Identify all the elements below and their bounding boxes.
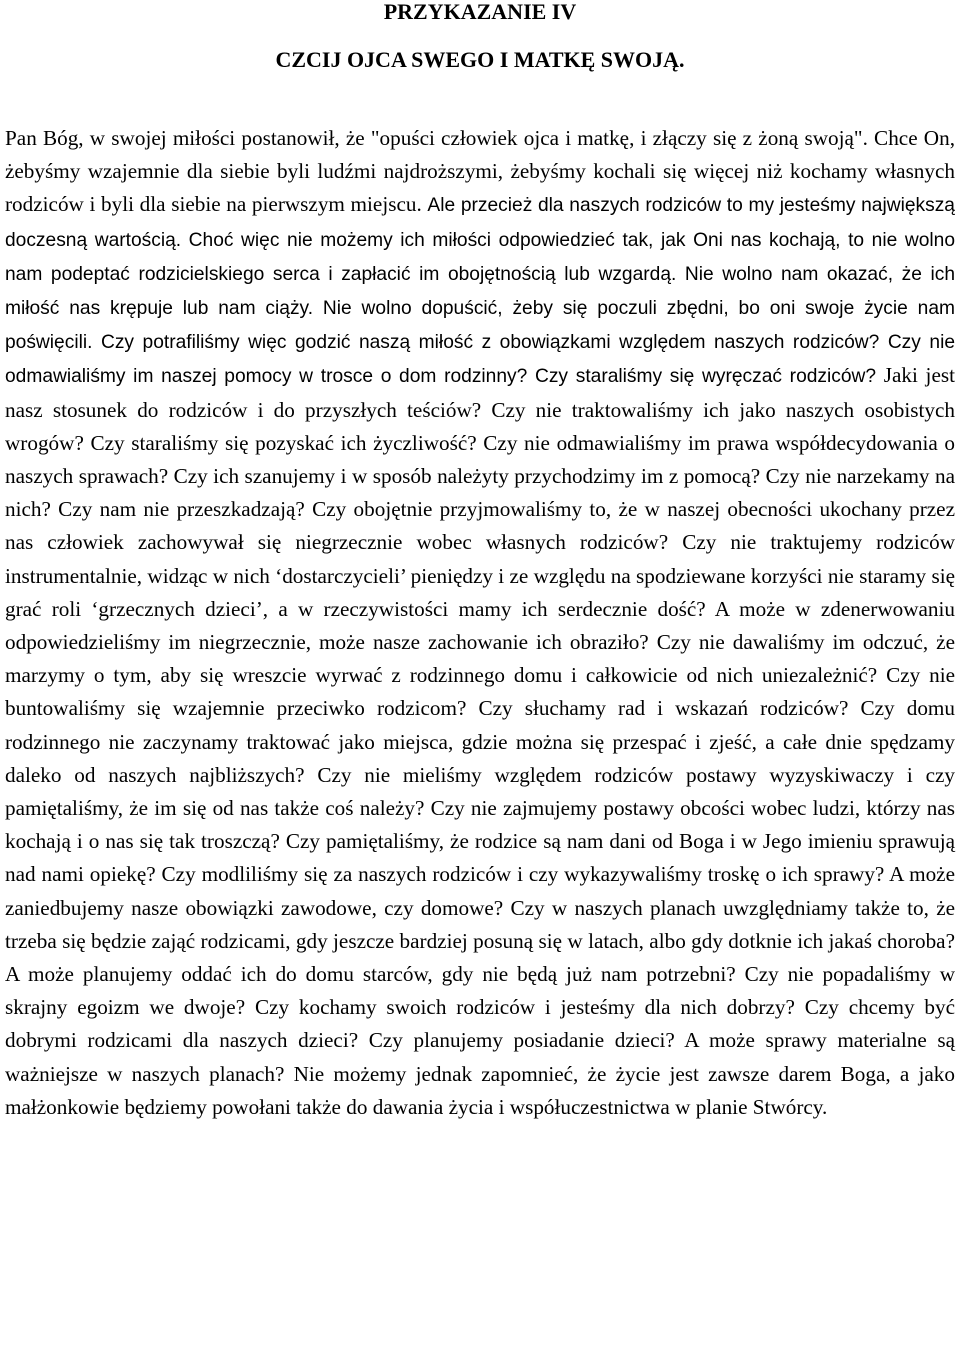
document-heading: PRZYKAZANIE IV	[383, 0, 577, 24]
document-subheading: CZCIJ OJCA SWEGO I MATKĘ SWOJĄ.	[275, 47, 685, 72]
body-text-segment: Pan Bóg, w swojej miłości postanowił, że "opuści człowiek ojca i matkę, i złączy się z żoną swoją". Chce On, żebyśmy wzajemnie dla siebie byli ludźmi najdroższymi, żebyśmy kochali się więcej niż kochamy własnych rodziców i byli dla siebie na pierwszym miejscu.	[5, 126, 955, 217]
body-text-segment: Ale przecież dla naszych rodziców to my jesteśmy największą doczesną wartością. Choć więc nie możemy ich miłości odpowiedzieć tak, jak Oni nas kochają, to nie wolno nam podeptać rodzicielskiego serca i zapłacić im obojętnością lub wzgardą. Nie wolno nam okazać, że ich miłość nas krępuje lub nam ciąży. Nie wolno dopuścić, żeby się poczuli zbędni, bo oni swoje życie nam poświęcili. Czy potrafiliśmy więc godzić naszą miłość z obowiązkami względem naszych rodziców? Czy nie odmawialiśmy im naszej pomocy w trosce o dom rodzinny? Czy staraliśmy się wyręczać rodziców?	[5, 195, 955, 388]
body-paragraph	[5, 122, 955, 1124]
document-page	[5, 0, 955, 1124]
body-text-segment: Jaki jest nasz stosunek do rodziców i do przyszłych teściów? Czy nie traktowaliśmy ich jako naszych osobistych wrogów? Czy staraliśmy się pozyskać ich życzliwość? Czy nie odmawialiśmy im prawa współdecydowania o naszych sprawach? Czy ich szanujemy i w sposób należyty przychodzimy im z pomocą? Czy nie narzekamy na nich? Czy nam nie przeszkadzają? Czy obojętnie przyjmowaliśmy to, że w naszej obecności ukochany przez nas człowiek zachowywał się niegrzecznie wobec własnych rodziców? Czy nie traktujemy rodziców instrumentalnie, widząc w nich ‘dostarczycieli’ pieniędzy i ze względu na spodziewane korzyści nie staramy się grać roli ‘grzecznych dzieci’, a w rzeczywistości mamy ich serdecznie dość? A może w zdenerwowaniu odpowiedzieliśmy im niegrzecznie, może nasze zachowanie ich obraziło? Czy nie dawaliśmy im odczuć, że marzymy o tym, aby się wreszcie wyrwać z rodzinnego domu i całkowicie od nich uniezależnić? Czy nie buntowaliśmy się wzajemnie przeciwko rodzicom? Czy słuchamy rad i wskazań rodziców? Czy domu rodzinnego nie zaczynamy traktować jako miejsca, gdzie można się przespać i zjeść, a całe dnie spędzamy daleko od naszych najbliższych? Czy nie mieliśmy względem rodziców postawy wyzyskiwaczy i czy pamiętaliśmy, że im się od nas także coś należy? Czy nie zajmujemy postawy obcości wobec ludzi, którzy nas kochają i o nas się tak troszczą? Czy pamiętaliśmy, że rodzice są nam dani od Boga i w Jego imieniu sprawują nad nami opiekę? Czy modliliśmy się za naszych rodziców i czy wykazywaliśmy troskę o ich sprawy? A może zaniedbujemy nasze obowiązki zawodowe, czy domowe? Czy w naszych planach uwzględniamy także to, że trzeba się będzie zająć rodzicami, gdy jeszcze bardziej posuną się w latach, albo gdy dotknie ich jakaś choroba? A może planujemy oddać ich do domu starców, gdy nie będą już nam potrzebni? Czy nie popadaliśmy w skrajny egoizm we dwoje? Czy kochamy swoich rodziców i jesteśmy dla nich dobrzy? Czy chcemy być dobrymi rodzicami dla naszych dzieci? Czy planujemy posiadanie dzieci? A może sprawy materialne są ważniejsze w naszych planach? Nie możemy jednak zapomnieć, że życie jest zawsze darem Boga, a jako małżonkowie będziemy powołani także do dawania życia i współuczestnictwa w planie Stwórcy.	[5, 363, 955, 1119]
